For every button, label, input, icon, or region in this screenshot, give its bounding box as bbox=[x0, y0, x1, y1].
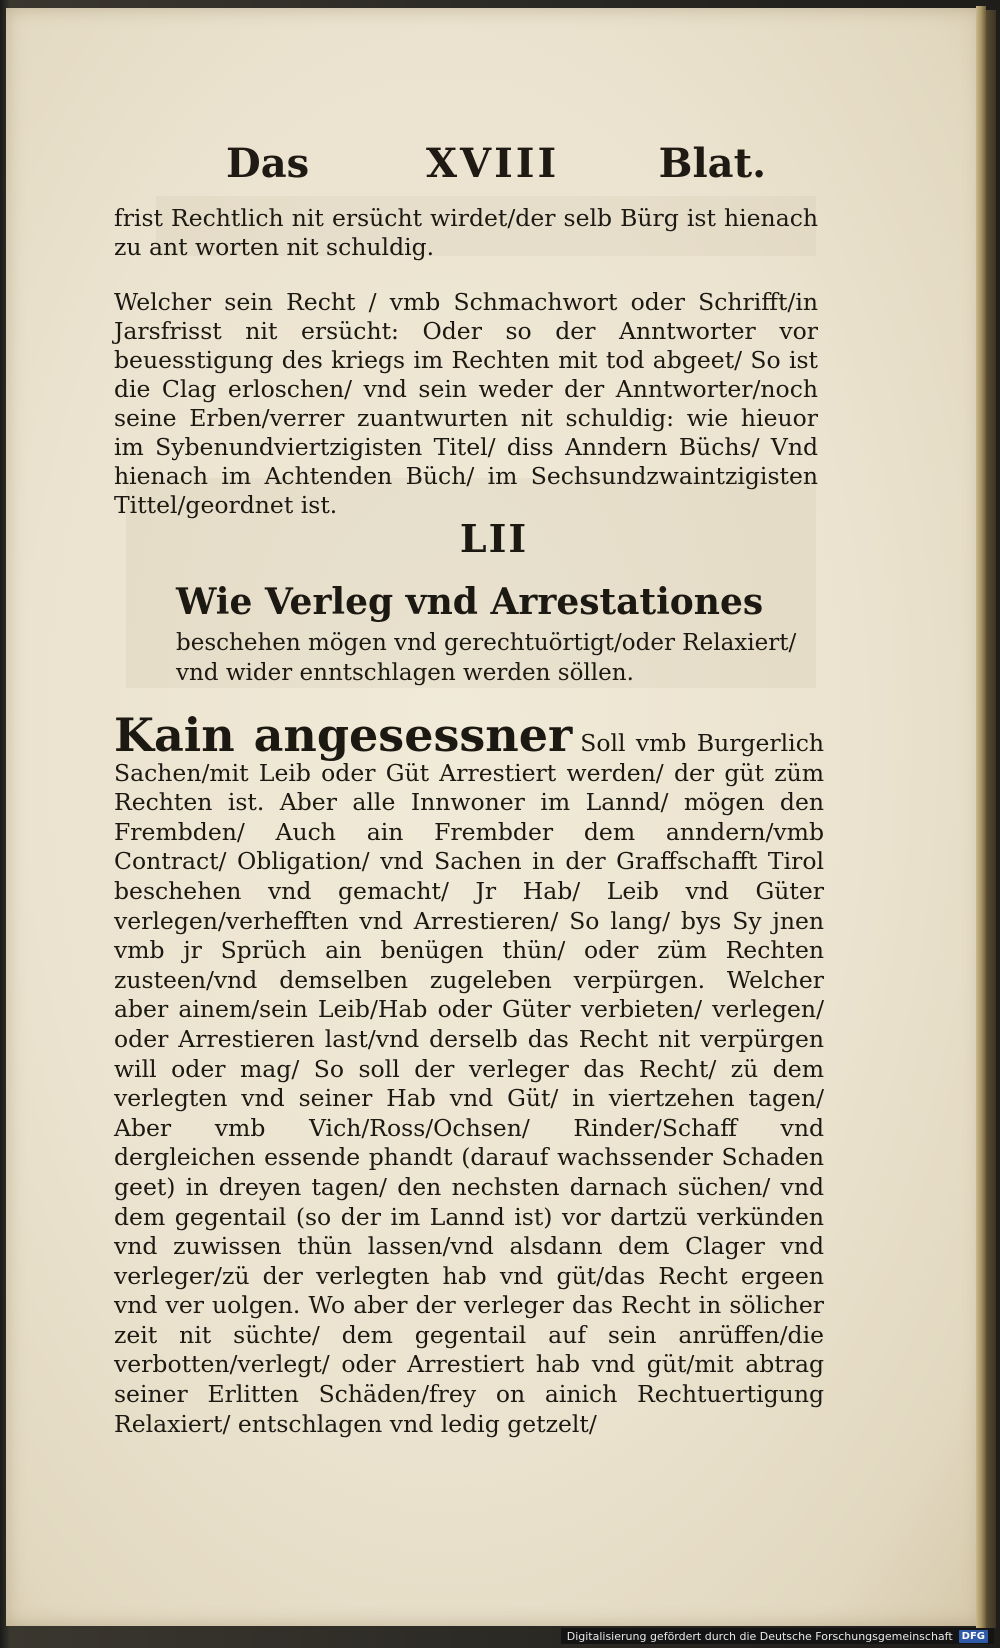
running-header bbox=[226, 140, 766, 190]
footer-credit: Digitalisierung gefördert durch die Deutsche Forschungsgemeinschaft bbox=[566, 1629, 953, 1643]
digitization-footer bbox=[561, 1628, 994, 1644]
section-body-text: Soll vmb Burgerlich Sachen/mit Leib oder Güt Arrestiert werden/ der güt züm Rechten ist. Aber alle Innwoner im Lannd/ mögen den Frembden/ Auch ain Frembder dem anndern/vmb Contract/ Obligation/ vnd Sachen in der Graffschafft Tirol beschehen vnd gemacht/ Jr Hab/ Leib vnd Güter verlegen/verhefften vnd Arrestieren/ So lang/ bys Sy jnen vmb jr Sprüch ain benügen thün/ oder züm Rechten zusteen/vnd demselben zugeleben verpürgen. Welcher aber ainem/sein Leib/Hab oder Güter verbieten/ verlegen/ oder Arrestieren last/vnd derselb das Recht nit verpürgen will oder mag/ So soll der verleger das Recht/ zü dem verlegten vnd seiner Hab vnd Güt/ in viertzehen tagen/ Aber vmb Vich/Ross/Ochsen/ Rinder/Schaff vnd dergleichen essende phandt (darauf wachssender Schaden geet) in dreyen tagen/ den nechsten darnach süchen/ vnd dem gegentail (so der im Lannd ist) vor dartzü verkünden vnd zuwissen thün lassen/vnd alsdann dem Clager vnd verleger/zü der verlegten hab vnd güt/das Recht ergeen vnd ver uolgen. Wo aber der verleger das Recht in sölicher zeit nit süchte/ dem gegentail auf sein anrüffen/die verbotten/verlegt/ oder Arrestiert hab vnd güt/mit abtrag seiner Erlitten Schäden/frey on ainich Rechtuertigung Relaxiert/ entschlagen vnd ledig getzelt/ bbox=[114, 729, 824, 1438]
section-body-lead: Kain angesessner bbox=[114, 708, 573, 762]
book-cover-edge bbox=[986, 10, 996, 1628]
paragraph-continuation: frist Rechtlich nit ersücht wirdet/der selb Bürg ist hienach zu ant worten nit schuldig. bbox=[114, 204, 818, 261]
header-left: Das bbox=[226, 140, 310, 187]
section-numeral: LII bbox=[459, 516, 529, 561]
dfg-logo: DFG bbox=[959, 1630, 988, 1643]
section-title: Wie Verleg vnd Arrestationes bbox=[176, 581, 764, 623]
paragraph-schmachwort: Welcher sein Recht / vmb Schmachwort oder Schrifft/in Jarsfrisst nit ersücht: Oder so der Anntworter vor beuesstigung des kriegs im Rechten mit tod abgeet/ So ist die Clag erloschen/ vnd sein weder der Anntworter/noch seine Erben/verrer zuantwurten nit schuldig: wie hieuor im Sybenundviertzigisten Titel/ diss Anndern Büchs/ Vnd hienach im Achtenden Büch/ im Sechsundzwaintzigisten Tittel/geordnet ist. bbox=[114, 288, 818, 519]
book-page bbox=[6, 8, 982, 1626]
header-right: Blat. bbox=[658, 140, 766, 187]
section-body bbox=[114, 708, 824, 1439]
page-edge bbox=[976, 6, 986, 1628]
section-subtitle: beschehen mögen vnd gerechtuörtigt/oder Relaxiert/ vnd wider enntschlagen werden söllen. bbox=[176, 630, 797, 686]
header-folio-numeral: XVIII bbox=[426, 140, 560, 187]
